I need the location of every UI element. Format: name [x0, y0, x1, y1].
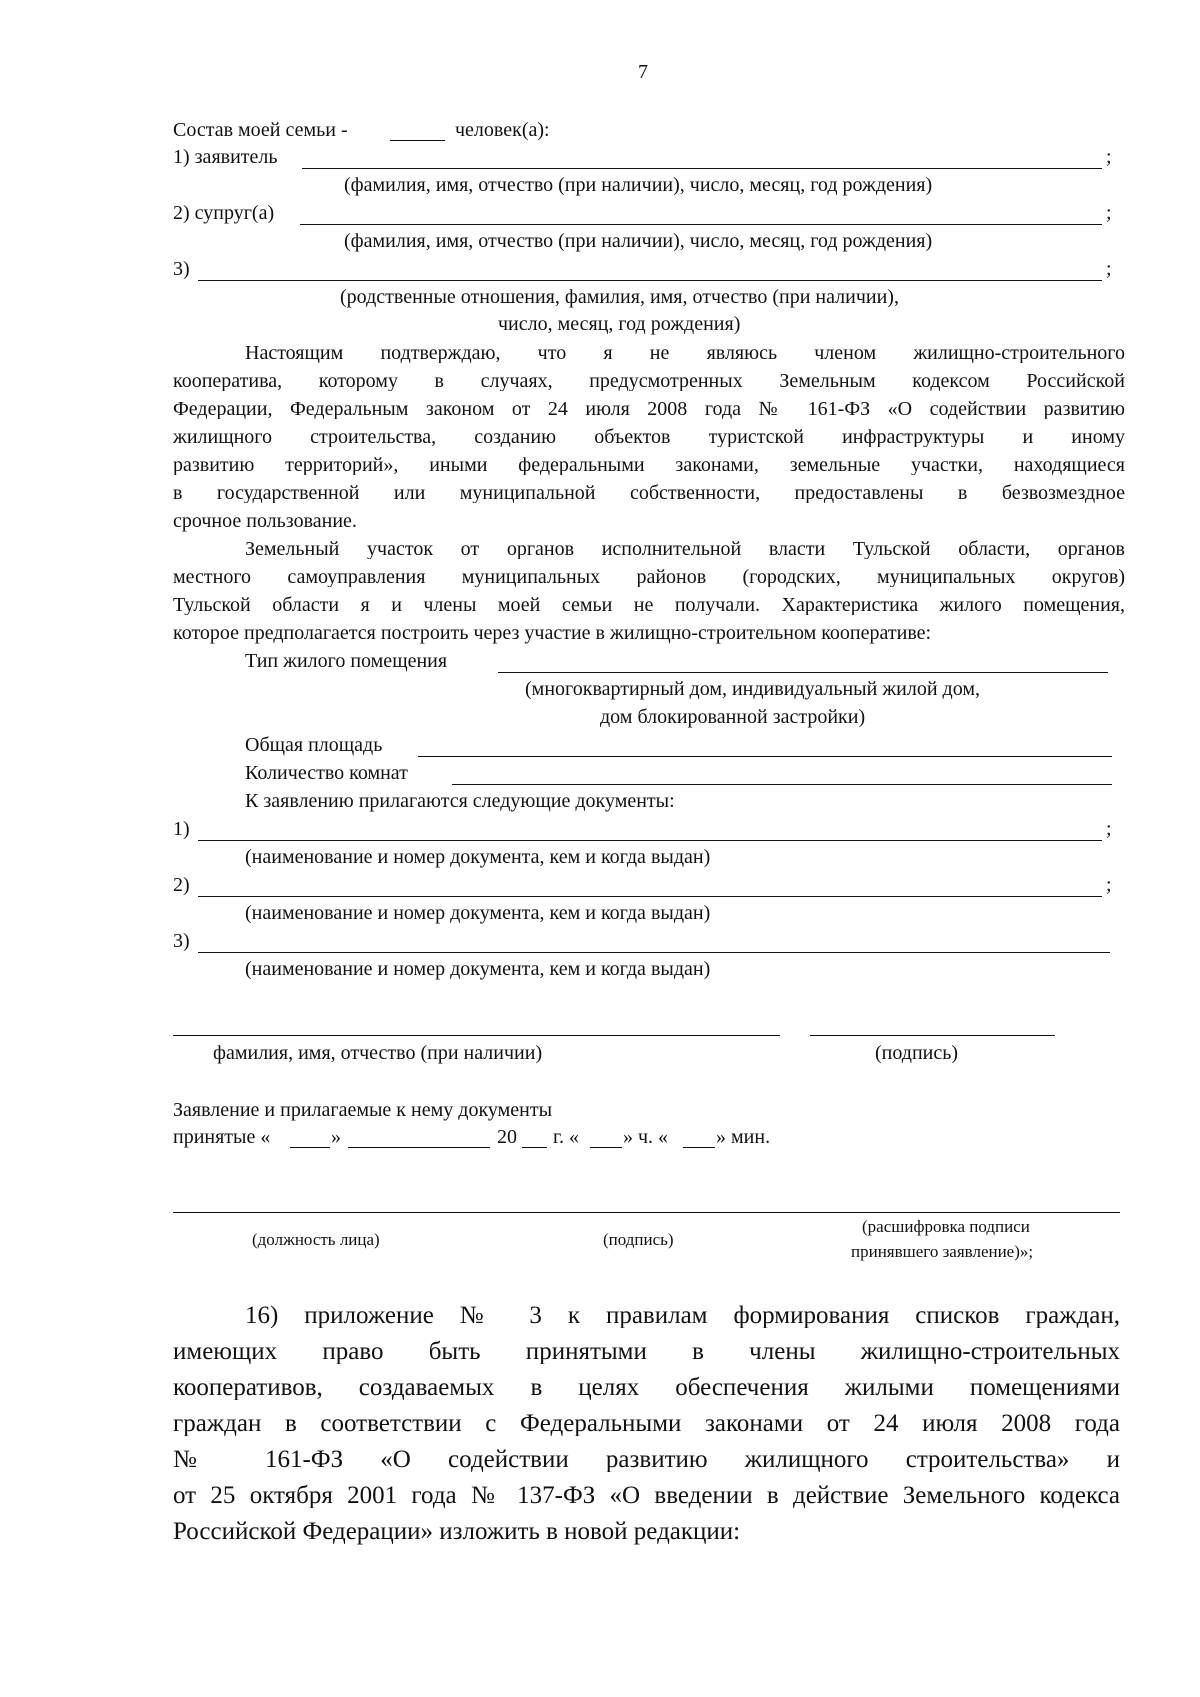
document-row-3-label: 3)	[173, 930, 190, 952]
paragraph-line: в государственной или муниципальной собственности, предоставлены в безвозмездное	[173, 483, 1125, 503]
document-row-2-hint: (наименование и номер документа, кем и когда выдан)	[245, 902, 711, 924]
page-number: 7	[638, 61, 648, 83]
semicolon: ;	[1106, 258, 1112, 280]
applicant-sign-hint: (подпись)	[875, 1042, 959, 1064]
family-count-blank	[390, 140, 445, 141]
family-row-2-blank	[300, 224, 1102, 225]
applicant-sign-line	[810, 1035, 1055, 1036]
semicolon: ;	[1106, 202, 1112, 224]
family-intro: Состав моей семьи -	[173, 119, 348, 141]
housing-type-hint-1: (многоквартирный дом, индивидуальный жилой дом,	[525, 678, 980, 700]
family-row-2-label: 2) супруг(а)	[173, 202, 275, 224]
official-decode-hint-2: принявшего заявление)»;	[851, 1242, 1034, 1261]
applicant-name-line	[173, 1035, 780, 1036]
received-year-prefix: 20	[497, 1126, 517, 1148]
semicolon: ;	[1106, 874, 1112, 896]
family-row-3-blank	[198, 280, 1102, 281]
family-row-3-hint-1: (родственные отношения, фамилия, имя, отчество (при наличии),	[340, 286, 899, 308]
housing-rooms-label: Количество комнат	[245, 762, 408, 784]
document-row-3-hint: (наименование и номер документа, кем и когда выдан)	[245, 958, 711, 980]
housing-rooms-blank	[452, 784, 1112, 785]
document-row-2-blank	[198, 896, 1102, 897]
received-hour-blank	[590, 1147, 622, 1148]
documents-intro: К заявлению прилагаются следующие документы:	[245, 790, 675, 812]
paragraph-line: жилищного строительства, созданию объектов туристской инфраструктуры и иному	[173, 427, 1125, 447]
document-row-2-label: 2)	[173, 874, 190, 896]
semicolon: ;	[1106, 818, 1112, 840]
received-minute-blank	[683, 1147, 715, 1148]
paragraph-line: Земельный участок от органов исполнительной власти Тульской области, органов	[245, 539, 1125, 559]
family-row-1-hint: (фамилия, имя, отчество (при наличии), число, месяц, год рождения)	[344, 174, 933, 196]
official-sign-hint: (подпись)	[603, 1230, 674, 1249]
received-day-blank	[290, 1147, 330, 1148]
housing-type-blank	[498, 672, 1108, 673]
family-row-2-hint: (фамилия, имя, отчество (при наличии), число, месяц, год рождения)	[344, 230, 933, 252]
family-row-1-blank	[302, 168, 1102, 169]
family-row-1-label: 1) заявитель	[173, 146, 278, 168]
received-minute-suffix: » мин.	[716, 1126, 771, 1148]
family-row-3-label: 3)	[173, 258, 190, 280]
received-year-blank	[522, 1147, 547, 1148]
housing-area-label: Общая площадь	[245, 734, 383, 756]
official-decode-hint-1: (расшифровка подписи	[862, 1217, 1030, 1236]
received-accepted: принятые «	[173, 1126, 271, 1148]
received-year-suffix: г. «	[553, 1126, 579, 1148]
paragraph-line: кооператива, которому в случаях, предусмотренных Земельным кодексом Российской	[173, 371, 1125, 391]
official-position-hint: (должность лица)	[252, 1230, 380, 1249]
paragraph-16-line: от 25 октября 2001 года № 137-ФЗ «О введении в действие Земельного кодекса	[173, 1483, 1120, 1508]
family-row-3-hint-2: число, месяц, год рождения)	[498, 313, 741, 335]
paragraph-16-line: имеющих право быть принятыми в члены жилищно-строительных	[173, 1339, 1120, 1364]
paragraph-16-line: граждан в соответствии с Федеральными законами от 24 июля 2008 года	[173, 1411, 1120, 1436]
applicant-name-hint: фамилия, имя, отчество (при наличии)	[213, 1042, 543, 1064]
document-row-1-label: 1)	[173, 818, 190, 840]
paragraph-16-line: 16) приложение № 3 к правилам формирования списков граждан,	[245, 1303, 1120, 1328]
document-row-1-hint: (наименование и номер документа, кем и когда выдан)	[245, 846, 711, 868]
paragraph-line: местного самоуправления муниципальных районов (городских, муниципальных округов)	[173, 567, 1125, 587]
semicolon: ;	[1106, 146, 1112, 168]
family-intro-end: человек(а):	[455, 119, 550, 141]
paragraph-16-line: Российской Федерации» изложить в новой редакции:	[173, 1518, 741, 1545]
paragraph-16-line: № 161-ФЗ «О содействии развитию жилищного строительства» и	[173, 1447, 1120, 1472]
paragraph-line: Тульской области я и члены моей семьи не получали. Характеристика жилого помещения,	[173, 595, 1125, 615]
paragraph-line: срочное пользование.	[173, 510, 357, 532]
received-hour-suffix: » ч. «	[623, 1126, 669, 1148]
received-line-1: Заявление и прилагаемые к нему документы	[173, 1099, 553, 1121]
housing-area-blank	[418, 756, 1112, 757]
document-row-1-blank	[198, 840, 1102, 841]
housing-type-label: Тип жилого помещения	[245, 650, 448, 672]
received-quote-close: »	[331, 1126, 341, 1148]
housing-type-hint-2: дом блокированной застройки)	[600, 706, 866, 728]
document-row-3-blank	[198, 952, 1110, 953]
paragraph-16-line: кооперативов, создаваемых в целях обеспечения жилыми помещениями	[173, 1375, 1120, 1400]
official-line	[173, 1212, 1120, 1213]
paragraph-line: Настоящим подтверждаю, что я не являюсь членом жилищно-строительного	[245, 343, 1125, 363]
received-month-blank	[348, 1147, 490, 1148]
paragraph-line: Федерации, Федеральным законом от 24 июля 2008 года № 161-ФЗ «О содействии развитию	[173, 399, 1125, 419]
paragraph-line: развитию территорий», иными федеральными законами, земельные участки, находящиеся	[173, 455, 1125, 475]
paragraph-line: которое предполагается построить через участие в жилищно-строительном кооперативе:	[173, 622, 932, 644]
